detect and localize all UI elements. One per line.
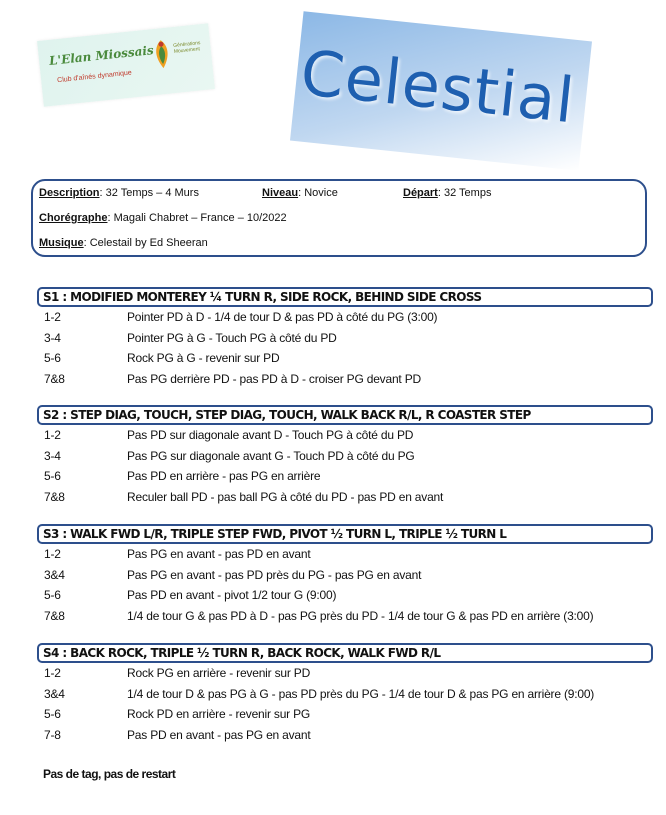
description-label: Description (39, 187, 100, 199)
musique-value: : Celestail by Ed Sheeran (83, 237, 208, 249)
section-4 (37, 643, 653, 745)
step-description: Pas PD sur diagonale avant D - Touch PG à côté du PD (127, 428, 414, 442)
musique-label: Musique (39, 237, 84, 249)
section-2 (37, 405, 653, 507)
step-row (37, 684, 653, 705)
section-title: S1 : MODIFIED MONTEREY ¼ TURN R, SIDE ROCK, BEHIND SIDE CROSS (37, 287, 653, 307)
choregraphe-row (39, 212, 287, 224)
step-row (37, 446, 653, 467)
step-count: 3-4 (44, 448, 61, 463)
logo-club-name: L'Elan Miossais (48, 43, 155, 68)
step-count: 1-2 (44, 547, 61, 561)
step-description: Rock PG en arrière - revenir sur PD (127, 666, 311, 680)
step-description: Pas PG en avant - pas PD en avant (127, 547, 311, 561)
choregraphe-value: : Magali Chabret – France – 10/2022 (107, 212, 287, 224)
step-row (37, 663, 653, 684)
step-row (37, 725, 653, 746)
step-count: 5-6 (44, 351, 61, 365)
section-1 (37, 287, 653, 389)
step-count: 7&8 (44, 608, 65, 623)
logo-subtitle: Club d'aînés dynamique (56, 69, 133, 85)
depart-label: Départ (403, 187, 438, 199)
step-count: 1-2 (44, 428, 61, 442)
musique-row (39, 237, 208, 249)
section-3 (37, 524, 653, 626)
step-row (37, 328, 653, 349)
step-row (37, 425, 653, 446)
step-row (37, 487, 653, 508)
niveau-value: : Novice (298, 187, 338, 199)
section-title: S2 : STEP DIAG, TOUCH, STEP DIAG, TOUCH, WALK BACK R/L, R COASTER STEP (37, 405, 653, 425)
step-description: Pas PG sur diagonale avant G - Touch PD à côté du PG (127, 448, 415, 463)
step-description: Pas PG derrière PD - pas PD à D - croiser PG devant PD (127, 371, 421, 386)
depart-value: : 32 Temps (437, 187, 492, 199)
logo-partner-name: Générations Mouvement (172, 40, 201, 55)
step-description: Pointer PG à G - Touch PG à côté du PD (127, 330, 337, 345)
step-count: 7&8 (44, 371, 65, 386)
step-row (37, 544, 653, 565)
step-description: Reculer ball PD - pas ball PG à côté du PD - pas PD en avant (127, 489, 444, 504)
step-count: 7&8 (44, 489, 65, 504)
niveau-label: Niveau (262, 187, 299, 199)
step-count: 3&4 (44, 686, 65, 701)
step-description: Pas PD en avant - pas PG en avant (127, 727, 311, 742)
step-row (37, 585, 653, 606)
step-description: Rock PD en arrière - revenir sur PG (127, 707, 311, 721)
step-description: Pas PD en arrière - pas PG en arrière (127, 469, 321, 483)
step-count: 3&4 (44, 567, 65, 582)
step-description: Rock PG à G - revenir sur PD (127, 351, 280, 365)
step-row (37, 348, 653, 369)
step-description: 1/4 de tour G & pas PD à D - pas PG près du PD - 1/4 de tour G & pas PD en arrière (3:00) (127, 608, 594, 623)
step-description: Pas PG en avant - pas PD près du PG - pas PG en avant (127, 567, 422, 582)
step-row (37, 565, 653, 586)
step-count: 1-2 (44, 310, 61, 324)
step-description: Pas PD en avant - pivot 1/2 tour G (9:00) (127, 588, 337, 602)
step-count: 5-6 (44, 588, 61, 602)
depart-row (403, 187, 491, 199)
step-count: 5-6 (44, 707, 61, 721)
step-count: 7-8 (44, 727, 61, 742)
footer-note: Pas de tag, pas de restart (43, 767, 176, 781)
description-row (39, 187, 199, 199)
section-title: S4 : BACK ROCK, TRIPLE ½ TURN R, BACK ROCK, WALK FWD R/L (37, 643, 653, 663)
step-row (37, 606, 653, 627)
step-row (37, 704, 653, 725)
description-value: : 32 Temps – 4 Murs (99, 187, 199, 199)
section-title: S3 : WALK FWD L/R, TRIPLE STEP FWD, PIVOT ½ TURN L, TRIPLE ½ TURN L (37, 524, 653, 544)
niveau-row (262, 187, 338, 199)
page-title: Celestial (297, 36, 579, 138)
step-count: 5-6 (44, 469, 61, 483)
step-count: 3-4 (44, 330, 61, 345)
club-logo (37, 23, 215, 107)
info-box (31, 179, 647, 257)
step-count: 1-2 (44, 666, 61, 680)
step-row (37, 466, 653, 487)
step-row (37, 307, 653, 328)
choregraphe-label: Chorégraphe (39, 212, 108, 224)
step-description: Pointer PD à D - 1/4 de tour D & pas PD à côté du PG (3:00) (127, 310, 438, 324)
step-row (37, 369, 653, 390)
partner-logo-icon (149, 37, 174, 71)
step-description: 1/4 de tour D & pas PG à G - pas PD près du PG - 1/4 de tour D & pas PG en arrière (9:00) (127, 686, 595, 701)
